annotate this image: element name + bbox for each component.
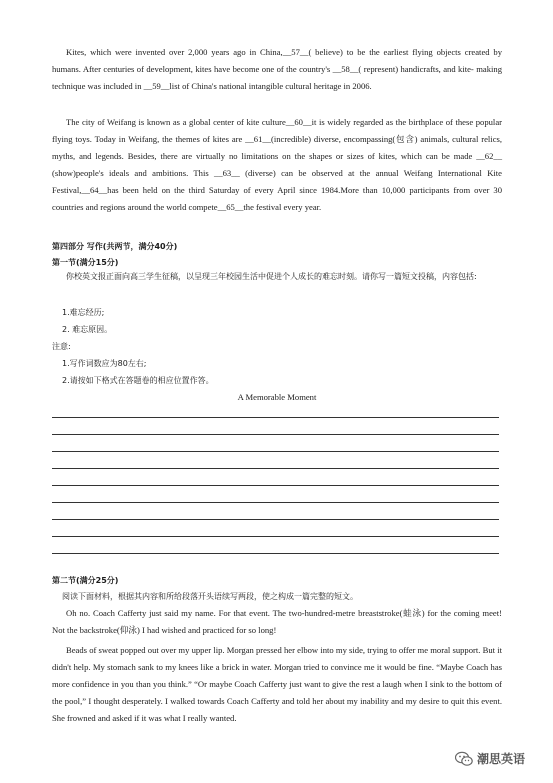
cloze-paragraph-1: Kites, which were invented over 2,000 years ago in China,__57__( believe) to be the earliest flying objects created by humans. After centuries of development, kites have become one of the country's __58__( represent) handicrafts, and kite- making technique was included in __59__list of China's national intangible cultural heritage in 2006. xyxy=(52,47,502,92)
answer-line xyxy=(52,536,499,537)
continuation-instruction: 阅读下面材料，根据其内容和所给段落开头语续写两段，使之构成一篇完整的短文。 xyxy=(62,592,358,601)
story-paragraph-2: Beads of sweat popped out over my upper lip. Morgan pressed her elbow into my side, trying to offer me moral support. But it didn't help. My stomach sank to my knees like a brick in water. Morgan tried to convince me it would be fine. “Maybe Coach has more confidence in you than you think.” “Or maybe Coach Cafferty just want to give the rest a laugh when I sink to the bottom of the pool,” I thought desperately. I walked towards Coach Cafferty and told her about my inability and my desire to quit this event. She frowned and asked if it was what I really wanted. xyxy=(52,645,502,724)
story-paragraph-1: Oh no. Coach Cafferty just said my name. For that event. The two-hundred-metre breaststroke(蛙泳) for the coming meet! Not the backstroke(仰泳) I had wished and practiced for so long! xyxy=(52,608,502,636)
answer-line xyxy=(52,417,499,418)
essay-title: A Memorable Moment xyxy=(237,392,317,402)
answer-line xyxy=(52,434,499,435)
answer-line xyxy=(52,451,499,452)
note-item-1: 1.写作词数应为80左右; xyxy=(62,359,147,368)
answer-line xyxy=(52,485,499,486)
section-4-part-2-heading: 第二节(满分25分) xyxy=(52,576,119,585)
prompt-item-2: 2. 难忘原因。 xyxy=(62,325,113,334)
writing-prompt: 你校英文报正面向高三学生征稿，以呈现三年校园生活中促进个人成长的难忘时刻。请你写一篇短文投稿，内容包括: xyxy=(66,272,477,281)
watermark-text: 潮思英语 xyxy=(477,752,526,766)
wechat-icon xyxy=(455,751,473,767)
answer-line xyxy=(52,502,499,503)
watermark xyxy=(455,750,525,767)
cloze-paragraph-2: The city of Weifang is known as a global center of kite culture__60__it is widely regarded as the birthplace of these popular flying toys. Today in Weifang, the themes of kites are __61__(incredible) diverse, encompassing(包含) animals, cultural relics, myths, and legends. Besides, there are virtually no limitations on the shapes or sizes of kites, which can be made __62__ (show)people's ideals and ambitions. This __63__ (diverse) can be observed at the annual Weifang International Kite Festival,__64__has been held on the third Saturday of every April since 1984.More than 10,000 participants from over 30 countries and regions around the world compete__65__the festival every year. xyxy=(52,117,502,213)
section-4-part-1-heading: 第一节(满分15分) xyxy=(52,258,119,267)
answer-line xyxy=(52,553,499,554)
answer-line xyxy=(52,519,499,520)
note-label: 注意: xyxy=(52,342,71,351)
section-4-heading: 第四部分 写作(共两节，满分40分) xyxy=(52,242,178,251)
answer-line xyxy=(52,468,499,469)
note-item-2: 2.请按如下格式在答题卷的相应位置作答。 xyxy=(62,376,214,385)
prompt-item-1: 1.难忘经历; xyxy=(62,308,105,317)
